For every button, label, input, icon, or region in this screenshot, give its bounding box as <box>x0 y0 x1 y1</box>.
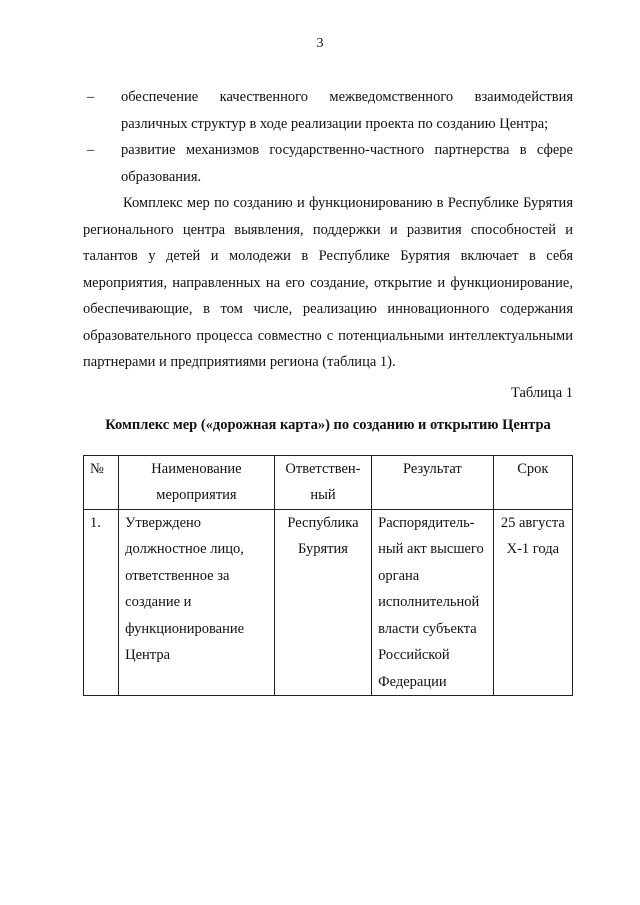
roadmap-table <box>83 455 573 697</box>
header-name: Наименование мероприятия <box>119 455 275 509</box>
bullet-text: обеспечение качественного межведомственного взаимодействия различных структур в ходе реализации проекта по созданию Центра; <box>121 89 573 132</box>
bullet-text: развитие механизмов государственно-частного партнерства в сфере образования. <box>121 142 573 185</box>
table-header-row <box>84 455 573 509</box>
bullet-dash: – <box>87 89 95 105</box>
bullet-item <box>83 137 573 190</box>
document-body <box>83 84 573 696</box>
body-paragraph: Комплекс мер по созданию и функционированию в Республике Бурятия регионального центра выявления, поддержки и развития способностей и талантов у детей и молодежи в Республике Бурятия включает в себя мероприятия, направленных на его создание, открытие и функционирование, обеспечивающие, в том числе, реализацию инновационного содержания образовательного процесса совместно с потенциальными интеллектуальными партнерами и предприятиями региона (таблица 1). <box>83 195 573 370</box>
table-title: Комплекс мер («дорожная карта») по созданию и открытию Центра <box>105 417 551 433</box>
header-term: Срок <box>493 455 572 509</box>
table-caption: Таблица 1 <box>510 384 573 401</box>
cell-responsible: Республика Бурятия <box>274 509 371 696</box>
cell-name: Утверждено должностное лицо, ответственное за создание и функционирование Центра <box>119 509 275 696</box>
header-result: Результат <box>372 455 493 509</box>
bullet-dash: – <box>87 142 95 158</box>
header-responsible: Ответствен-ный <box>274 455 371 509</box>
cell-term: 25 августа Х-1 года <box>493 509 572 696</box>
page-number: 3 <box>316 36 324 51</box>
cell-result: Распорядитель-ный акт высшего органа исполнительной власти субъекта Российской Федерации <box>372 509 493 696</box>
header-num: № <box>84 455 119 509</box>
table-row <box>84 509 573 696</box>
bullet-item <box>83 84 573 137</box>
cell-num: 1. <box>84 509 119 696</box>
